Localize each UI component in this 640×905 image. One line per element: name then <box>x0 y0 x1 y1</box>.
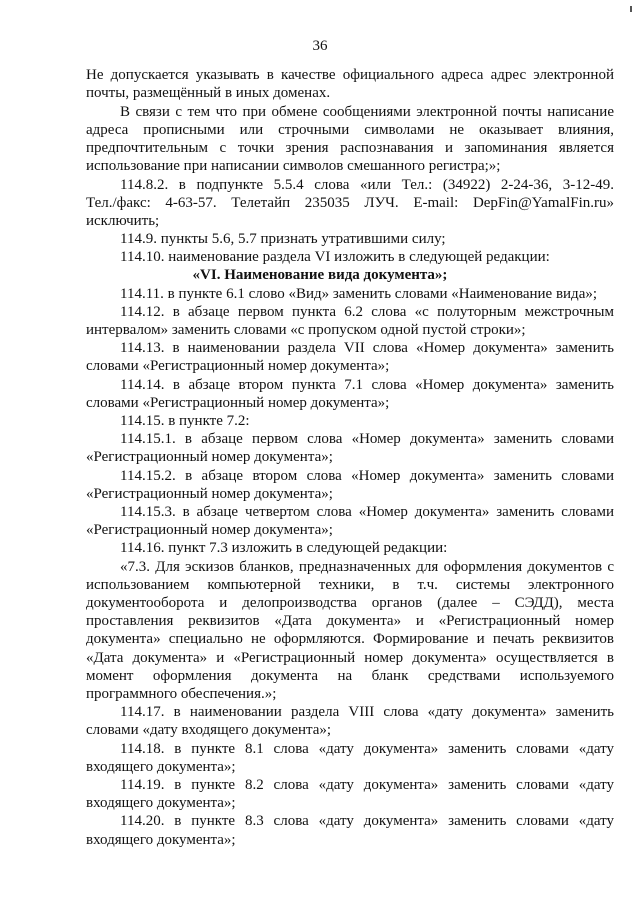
text-line: «Регистрационный номер документа»; <box>86 522 333 538</box>
text-line: «7.3. Для эскизов бланков, предназначенных для оформления документов с <box>120 559 614 575</box>
text-line: 114.15. в пункте 7.2: <box>120 413 250 429</box>
text-line: 114.10. наименование раздела VI изложить в следующей редакции: <box>120 249 550 265</box>
text-line: 114.9. пункты 5.6, 5.7 признать утратившими силу; <box>120 231 446 247</box>
text-line: «Регистрационный номер документа»; <box>86 486 333 502</box>
text-line: 114.20. в пункте 8.3 слова «дату документа» заменить словами «дату <box>120 813 614 829</box>
text-line: 114.17. в наименовании раздела VIII слова «дату документа» заменить <box>120 704 614 720</box>
text-line: входящего документа»; <box>86 759 236 775</box>
text-line: 114.14. в абзаце втором пункта 7.1 слова «Номер документа» заменить <box>120 377 614 393</box>
text-line: В связи с тем что при обмене сообщениями электронной почты написание <box>120 104 614 120</box>
text-line: исключить; <box>86 213 160 229</box>
text-line: интервалом» заменить словами «с пропуском одной пустой строки»; <box>86 322 526 338</box>
text-line: «Регистрационный номер документа»; <box>86 449 333 465</box>
text-line: словами «Регистрационный номер документа»; <box>86 358 390 374</box>
text-line: адреса прописными или строчными символами не оказывает влияния, <box>86 122 614 138</box>
text-line: использованием компьютерной техники, в т.ч. системы электронного <box>86 577 614 593</box>
text-line: момент оформления документа на бланк средствами используемого <box>86 668 614 684</box>
text-line: Не допускается указывать в качестве официального адреса адрес электронной <box>86 67 614 83</box>
text-line: Тел./факс: 4-63-57. Телетайп 235035 ЛУЧ. E-mail: DepFin@YamalFin.ru» <box>86 195 614 211</box>
text-line: 114.18. в пункте 8.1 слова «дату документа» заменить словами «дату <box>120 741 614 757</box>
text-line: предпочтительным с точки зрения распознавания и запоминания является <box>86 140 614 156</box>
text-line: 114.12. в абзаце первом пункта 6.2 слова «с полуторным межстрочным <box>120 304 614 320</box>
text-line: «Дата документа» и «Регистрационный номер документа» осуществляется в <box>86 650 614 666</box>
section-heading: «VI. Наименование вида документа»; <box>192 267 448 283</box>
text-line: почты, размещённый в иных доменах. <box>86 85 331 101</box>
text-line: входящего документа»; <box>86 795 236 811</box>
text-line: 114.8.2. в подпункте 5.5.4 слова «или Тел.: (34922) 2-24-36, 3-12-49. <box>120 177 614 193</box>
text-line: документооборота и делопроизводства органов (далее – СЭДД), места <box>86 595 614 611</box>
text-line: 114.16. пункт 7.3 изложить в следующей редакции: <box>120 540 448 556</box>
text-line: словами «дату входящего документа»; <box>86 722 332 738</box>
page-number: 36 <box>312 38 328 54</box>
scan-mark <box>630 6 632 12</box>
text-line: 114.11. в пункте 6.1 слово «Вид» заменить словами «Наименование вида»; <box>120 286 598 302</box>
text-line: использование при написании символов смешанного регистра;»; <box>86 158 501 174</box>
text-line: 114.15.3. в абзаце четвертом слова «Номер документа» заменить словами <box>120 504 614 520</box>
text-line: словами «Регистрационный номер документа»; <box>86 395 390 411</box>
text-line: 114.15.2. в абзаце втором слова «Номер документа» заменить словами <box>120 468 614 484</box>
text-line: документа» специально не оформляются. Формирование и печать реквизитов <box>86 631 614 647</box>
text-line: проставления реквизитов «Дата документа» и «Регистрационный номер <box>86 613 614 629</box>
text-line: 114.15.1. в абзаце первом слова «Номер документа» заменить словами <box>120 431 614 447</box>
text-line: 114.19. в пункте 8.2 слова «дату документа» заменить словами «дату <box>120 777 614 793</box>
text-line: входящего документа»; <box>86 832 236 848</box>
text-line: 114.13. в наименовании раздела VII слова «Номер документа» заменить <box>120 340 614 356</box>
text-line: программного обеспечения.»; <box>86 686 277 702</box>
